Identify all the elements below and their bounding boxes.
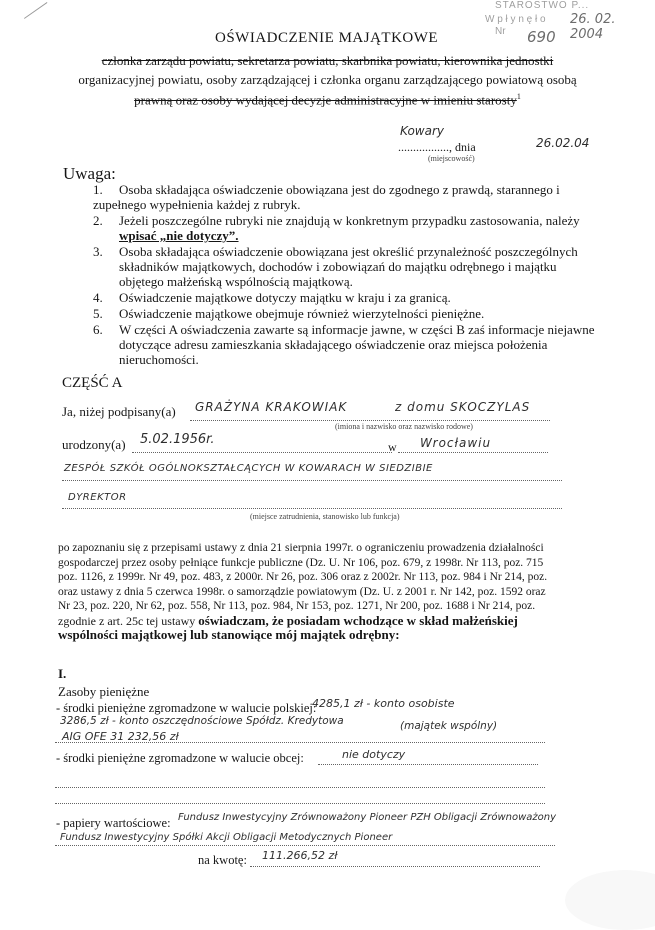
subtitle-text-1: członka zarządu powiatu, sekretarza powiatu, skarbnika powiatu, kierownika jednostki [101,53,554,68]
stamp-number-label: Nr [495,26,506,37]
born-line [132,452,392,453]
name-caption: (imiona i nazwisko oraz nazwisko rodowe) [335,422,473,431]
undersigned-label: Ja, niżej podpisany(a) [62,404,176,419]
subtitle-text-2: organizacyjnej powiatu, osoby zarządzającej i członka organu zarządzającego powiatową osobą [78,72,577,87]
born-date-handwritten: 5.02.1956r. [140,432,215,447]
foreign-funds-line-2 [55,787,545,788]
note-text: Osoba składająca oświadczenie obowiązana jest określić przynależność poszczególnych [119,244,578,259]
note-text: Osoba składająca oświadczenie obowiązana jest do zgodnego z prawdą, starannego i [119,182,560,197]
birthplace-line [398,452,548,453]
declaration-line [58,614,643,629]
employer-handwritten: ZESPÓŁ SZKÓŁ OGÓLNOKSZTAŁCĄCYCH W KOWARACH W SIEDZIBIE [64,463,433,474]
legal-line: po zapoznaniu się z przepisami ustawy z dnia 21 sierpnia 1997r. o ograniczeniu prowadzenia działalności [58,542,544,554]
subtitle-line-1 [0,53,655,69]
subtitle-text-3: prawną oraz osoby wydającej decyzje administracyjne w imieniu starosty [134,92,517,108]
foreign-funds-label: - środki pieniężne zgromadzone w walucie obcej: [56,751,304,765]
securities-line [55,845,555,846]
legal-line: oraz ustawy z dnia 5 czerwca 1998r. o samorządzie powiatowym (Dz. U. z 2001 r. Nr 142, poz. 1592 oraz [58,585,546,598]
name-line [190,420,550,421]
name-handwritten: GRAŻYNA KRAKOWIAK [195,400,348,414]
pln-funds-handwritten-1: 4285,1 zł - konto osobiste [312,697,455,710]
stamp-number: 690 [527,28,556,46]
securities-handwritten-1: Fundusz Inwestycyjny Zrównoważony Pioneer PZH Obligacji Zrównoważony [178,812,557,823]
subtitle-line-3 [0,92,655,108]
note-number: 3. [93,244,103,259]
note-text: Oświadczenie majątkowe dotyczy majątku w kraju i za granicą. [119,290,451,305]
note-number: 5. [93,306,103,321]
note-text: wpisać „nie dotyczy”. [119,228,239,243]
note-text: nieruchomości. [119,352,199,367]
pln-funds-handwritten-3: AIG OFE 31 232,56 zł [62,730,179,743]
legal-line: Nr 23, poz. 220, Nr 62, poz. 558, Nr 113, poz. 984, Nr 153, poz. 1271, Nr 200, poz. 1688 i Nr 214, poz. [58,600,536,612]
document-title: OŚWIADCZENIE MAJĄTKOWE [215,30,439,46]
amount-handwritten: 111.266,52 zł [262,849,338,862]
stamp-received: W p ł y n ę ł o [485,14,546,25]
note-text: Oświadczenie majątkowe obejmuje również wierzytelności pieniężne. [119,306,485,321]
note-item [93,182,638,212]
note-text: W części A oświadczenia zawarte są informacje jawne, w części B zaś informacje niejawne [119,322,595,337]
notes-heading: Uwaga: [63,164,116,183]
born-label: urodzony(a) [62,437,126,452]
foreign-funds-line [318,764,538,765]
birthplace-handwritten: Wrocławiu [420,436,492,450]
position-handwritten: DYREKTOR [68,492,127,503]
foreign-funds-handwritten: nie dotyczy [342,748,406,761]
employer-line-2 [62,508,562,509]
note-item [93,213,638,243]
scan-shadow [565,870,655,930]
note-number: 2. [93,213,103,228]
notes-list [93,182,638,368]
note-text: składników majątkowych, dochodów i zobowiązań do majątku odrębnego i majątku [119,259,557,274]
note-number: 4. [93,290,103,305]
note-number: 1. [93,182,103,197]
place-date-handwritten: 26.02.04 [536,136,590,150]
employer-caption: (miejsce zatrudnienia, stanowisko lub funkcja) [250,512,400,521]
note-text: zupełnego wypełnienia każdej z rubryk. [93,197,301,212]
pln-funds-line [55,742,545,743]
place-handwritten: Kowary [400,124,444,138]
employer-line-1 [62,480,562,481]
maiden-name-handwritten: z domu SKOCZYLAS [395,400,531,414]
footnote-mark: 1 [516,92,521,101]
stamp-office: STAROSTWO P... [495,0,590,11]
subtitle-line-2 [0,72,655,88]
registry-stamp [465,0,645,56]
note-text: dotyczące adresu zamieszkania składającego oświadczenie oraz miejsca położenia [119,337,548,352]
note-item [93,244,638,289]
note-item [93,322,638,367]
stamp-date: 26. 02. 2004 [570,12,616,42]
legal-line: zgodnie z art. 25c tej ustawy [58,613,196,628]
declaration-bold-2: wspólności majątkowej lub stanowiące mój majątek odrębny: [58,627,400,642]
securities-label: - papiery wartościowe: [56,816,171,830]
section-i-number: I. [58,666,67,681]
note-text: objętego małżeńską wspólnością majątkową. [119,274,353,289]
place-dots: ................., dnia [398,140,476,154]
section-i-heading: Zasoby pieniężne [58,684,150,699]
note-item [93,290,638,305]
note-number: 6. [93,322,103,337]
amount-label: na kwotę: [198,853,247,867]
note-text: Jeżeli poszczególne rubryki nie znajdują w konkretnym przypadku zastosowania, należy [119,213,580,228]
corner-mark [24,2,60,37]
declaration-bold-1: oświadczam, że posiadam wchodzące w skład małżeńskiej [198,612,518,628]
amount-line [250,866,540,867]
legal-basis-text [58,541,643,643]
securities-handwritten-2: Fundusz Inwestycyjny Spółki Akcji Obligacji Metodycznych Pioneer [60,832,393,843]
pln-funds-handwritten-2: 3286,5 zł - konto oszczędnościowe Spółdz. Kredytowa [60,715,344,727]
foreign-funds-line-3 [55,803,545,804]
part-a-heading: CZĘŚĆ A [62,375,123,391]
born-in-label: w [388,440,397,454]
legal-line: poz. 1126, z 1999r. Nr 49, poz. 483, z 2000r. Nr 26, poz. 306 oraz z 2002r. Nr 113, poz. 984 i Nr 214, poz. [58,571,548,583]
legal-line: gospodarczej przez osoby pełniące funkcje publiczne (Dz. U. Nr 106, poz. 679, z 1998r. Nr 113, poz. 715 [58,556,544,569]
note-item [93,306,638,321]
place-caption: (miejscowość) [428,154,475,163]
pln-funds-handwritten-2b: (majątek wspólny) [400,720,498,732]
pln-funds-label: - środki pieniężne zgromadzone w walucie polskiej: [56,701,317,715]
